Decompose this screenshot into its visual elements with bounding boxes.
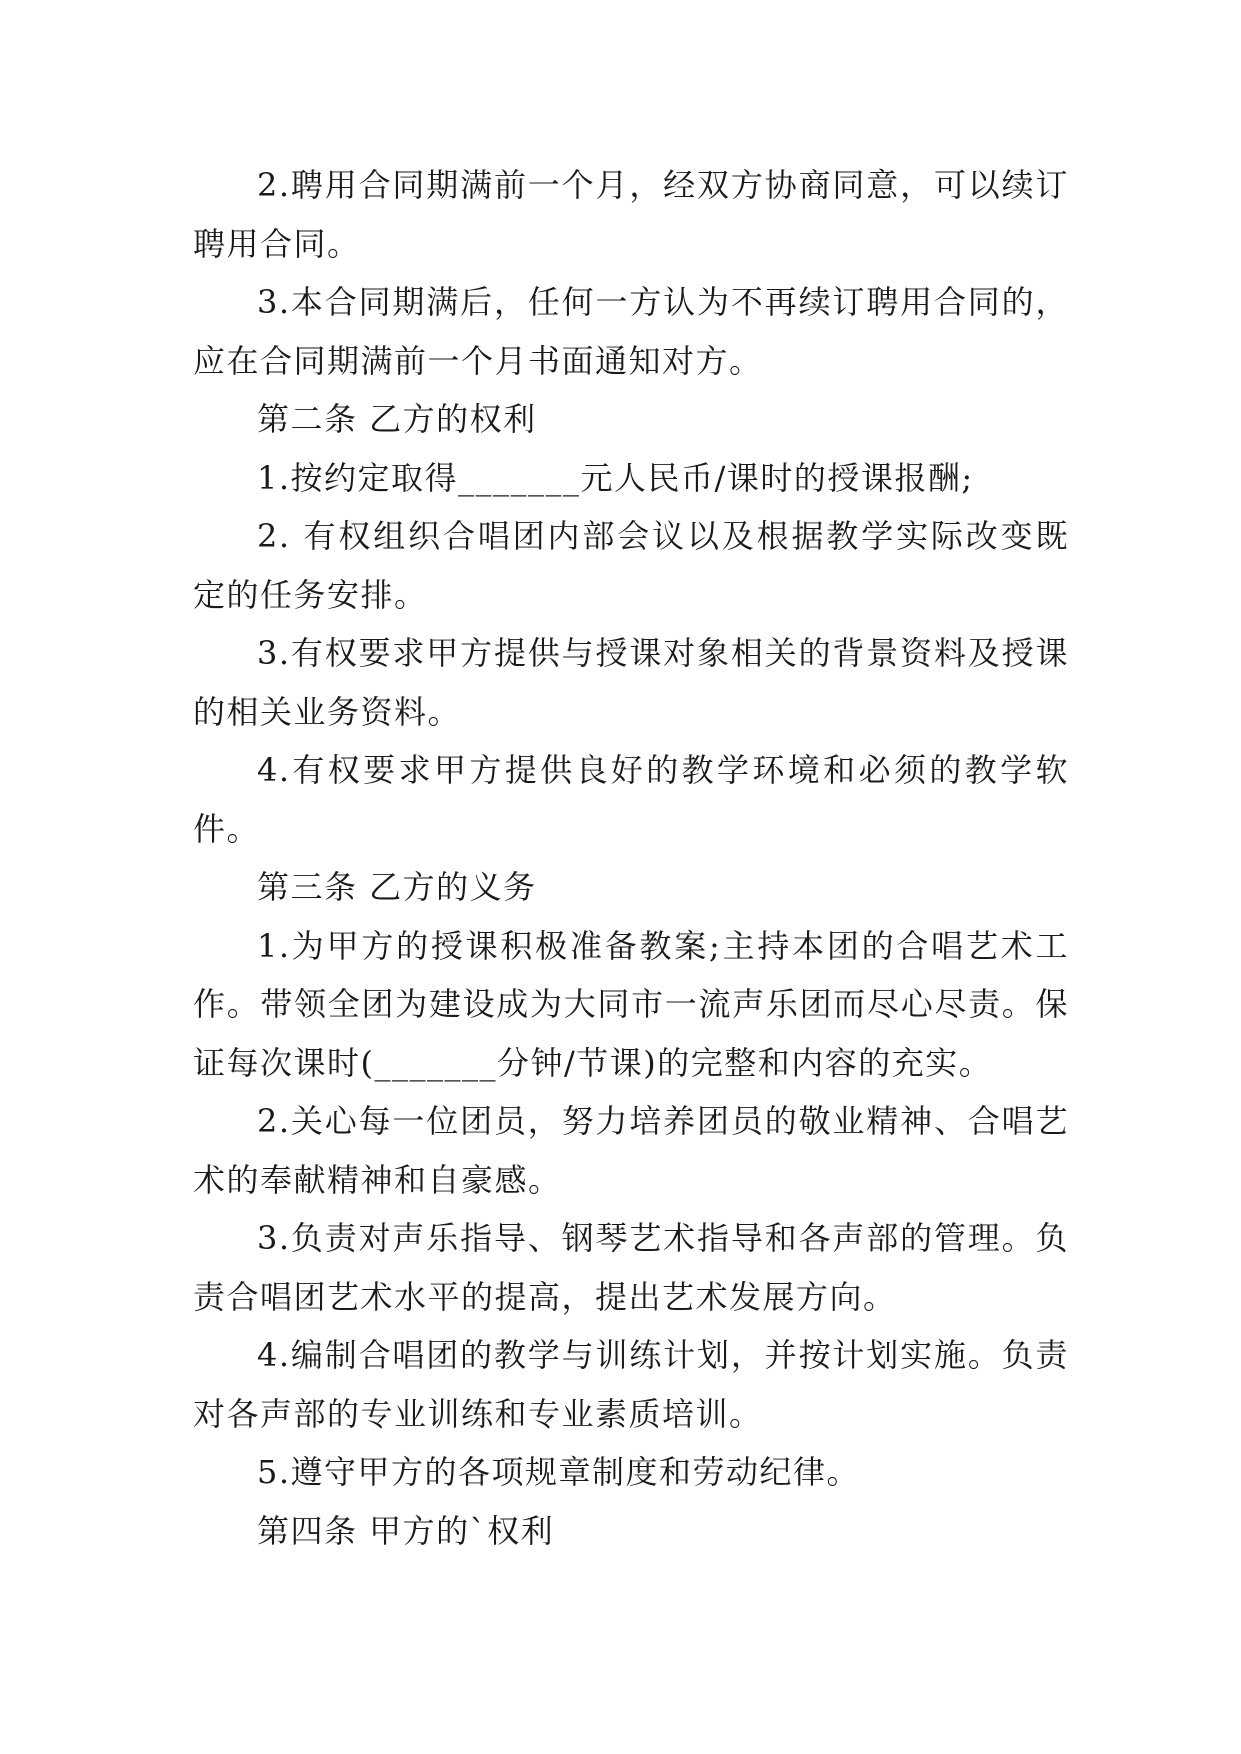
clause-expiry-notice-paragraph: 3.本合同期满后，任何一方认为不再续订聘用合同的，应在合同期满前一个月书面通知对方。 [193,283,1069,380]
article-2-item-2: 2. 有权组织合唱团内部会议以及根据教学实际改变既定的任务安排。 [193,517,1069,614]
article-2-item-3: 3.有权要求甲方提供与授课对象相关的背景资料及授课的相关业务资料。 [193,634,1069,731]
clause-renewal-paragraph: 2.聘用合同期满前一个月，经双方协商同意，可以续订聘用合同。 [193,166,1069,263]
article-2-heading: 第二条 乙方的权利 [257,400,537,438]
article-3-item-5: 5.遵守甲方的各项规章制度和劳动纪律。 [257,1453,861,1491]
article-3-item-1: 1.为甲方的授课积极准备教案;主持本团的合唱艺术工作。带领全团为建设成为大同市一流声乐团而尽心尽责。保证每次课时(_______分钟/节课)的完整和内容的充实。 [193,926,1069,1082]
article-3-item-4: 4.编制合唱团的教学与训练计划，并按计划实施。负责对各声部的专业训练和专业素质培训。 [193,1336,1069,1433]
article-3-item-3: 3.负责对声乐指导、钢琴艺术指导和各声部的管理。负责合唱团艺术水平的提高，提出艺术发展方向。 [193,1219,1069,1316]
article-4-heading: 第四条 甲方的`权利 [257,1511,555,1550]
article-3-heading: 第三条 乙方的义务 [257,868,537,906]
article-3-item-2: 2.关心每一位团员，努力培养团员的敬业精神、合唱艺术的奉献精神和自豪感。 [193,1102,1069,1199]
document-body [193,156,1069,1560]
article-2-item-1: 1.按约定取得_______元人民币/课时的授课报酬; [257,458,974,497]
article-2-item-4: 4.有权要求甲方提供良好的教学环境和必须的教学软件。 [193,751,1069,848]
